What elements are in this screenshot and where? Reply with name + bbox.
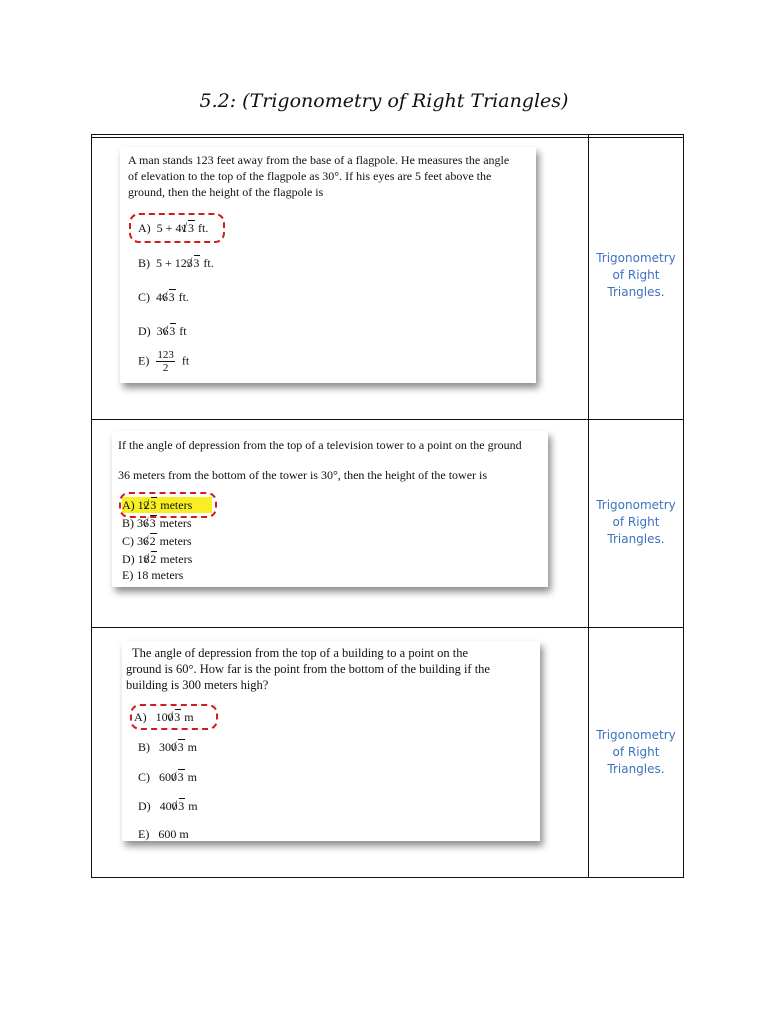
option-d: D) 18√ 2 meters — [122, 552, 192, 567]
question-line: ground is 60°. How far is the point from the bottom of the building if the — [126, 662, 490, 676]
question-line: of elevation to the top of the flagpole as 30°. If his eyes are 5 feet above the — [128, 169, 492, 183]
option-a: A) 5 + 41√ 3 ft. — [138, 221, 208, 236]
topic-label: Trigonometry of Right Triangles. — [596, 728, 676, 776]
option-c: C) 600√ 3 m — [138, 770, 197, 785]
question-image-1 — [120, 147, 536, 383]
option-d: D) 36√ 3 ft — [138, 324, 187, 339]
topic-label: Trigonometry of Right Triangles. — [596, 251, 676, 299]
option-b: B) 300√ 3 m — [138, 740, 197, 755]
option-e: E) 18 meters — [122, 568, 184, 582]
option-c: C) 46√ 3 ft. — [138, 290, 189, 305]
page-title: 5.2: (Trigonometry of Right Triangles) — [199, 90, 569, 112]
option-b: B) 5 + 123√ 3 ft. — [138, 256, 214, 271]
option-d: D) 400√ 3 m — [138, 799, 198, 814]
option-a: A) 100√ 3 m — [134, 710, 194, 725]
option-e: E) 600 m — [138, 827, 189, 841]
option-b: B) 36√ 3 meters — [122, 516, 192, 531]
question-line: The angle of depression from the top of a building to a point on the — [132, 646, 469, 660]
row-divider — [92, 627, 683, 628]
question-text — [128, 152, 509, 200]
question-line: A man stands 123 feet away from the base of a flagpole. He measures the angle — [128, 153, 510, 167]
question-line: building is 300 meters high? — [126, 678, 269, 692]
topic-label: Trigonometry of Right Triangles. — [596, 498, 676, 546]
question-text — [126, 645, 490, 693]
questions-table — [91, 134, 684, 878]
question-line: ground, then the height of the flagpole is — [128, 185, 324, 199]
option-e: E) $\frac{123}{2}$ ft — [138, 349, 190, 374]
question-image-2 — [112, 431, 548, 587]
question-image-3 — [122, 641, 540, 841]
question-line: If the angle of depression from the top of a television tower to a point on the ground — [118, 438, 522, 452]
option-a: A) 12√ 3 meters — [122, 498, 192, 513]
question-text — [118, 437, 522, 483]
row-divider — [92, 419, 683, 420]
option-c: C) 36√ 2 meters — [122, 534, 192, 549]
column-divider — [588, 135, 589, 877]
question-line: 36 meters from the bottom of the tower is 30°, then the height of the tower is — [118, 468, 488, 482]
fraction: $\frac{123}{2}$ — [157, 349, 174, 374]
